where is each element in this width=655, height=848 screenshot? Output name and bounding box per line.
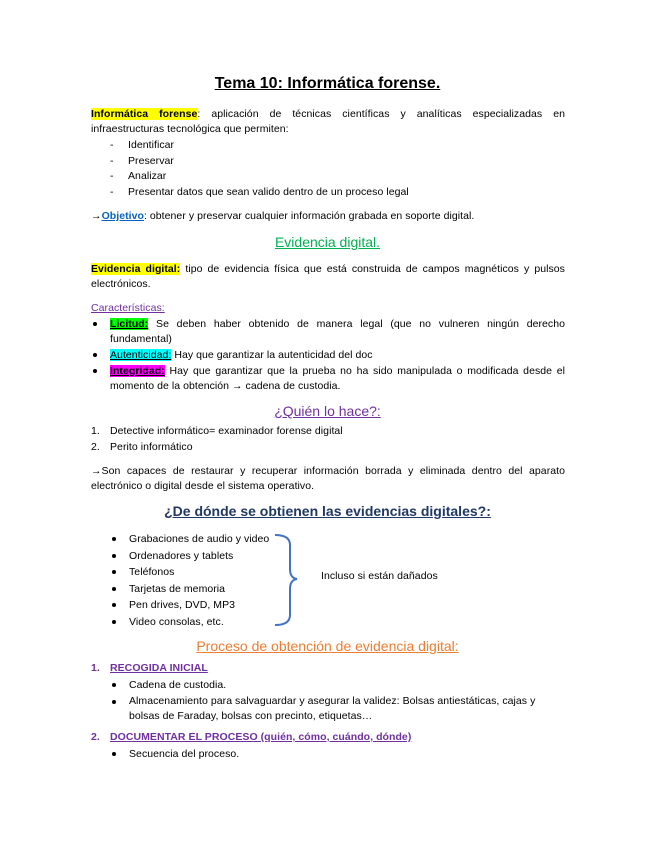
heading-evidencia: Evidencia digital. <box>274 234 381 250</box>
bullet-icon <box>93 369 97 373</box>
list-item: - Analizar <box>110 170 167 182</box>
list-item: Almacenamiento para salvaguardar y asegurar la validez: Bolsas antiestáticas, cajas y bolsas de Faraday, bolsas con precinto, etiquetas… <box>129 695 536 722</box>
bullet-icon <box>112 537 116 541</box>
bullet-icon <box>112 554 116 558</box>
list-item: Pen drives, DVD, MP3 <box>129 599 236 611</box>
bullet-icon <box>93 322 97 326</box>
bullet-icon <box>112 700 116 704</box>
char-autenticidad: Autenticidad: Hay que garantizar la autenticidad del doc <box>110 349 373 361</box>
brace-note: Incluso si están dañados <box>321 570 438 582</box>
list-item: Secuencia del proceso. <box>129 748 240 760</box>
bullet-icon <box>93 353 97 357</box>
bullet-icon <box>112 603 116 607</box>
list-item: Teléfonos <box>129 566 175 578</box>
objective-label: Objetivo <box>101 210 144 222</box>
intro-definition: : aplicación de técnicas científicas y analíticas especializadas en infraestructuras tecnológica que permiten: <box>91 108 565 135</box>
bullet-icon <box>112 587 116 591</box>
char-licitud: Licitud: Se deben haber obtenido de manera legal (que no vulneren ningún derecho fundamental) <box>110 318 565 345</box>
list-item: - Identificar <box>110 139 175 151</box>
quien-note: →Son capaces de restaurar y recuperar información borrada y eliminada dentro del aparato electrónico o digital desde el sistema operativo. <box>91 465 565 492</box>
list-item: Cadena de custodia. <box>129 679 227 691</box>
char-integridad: Integridad: Hay que garantizar que la prueba no ha sido manipulada o modificada desde el momento de la obtención → cadena de custodia. <box>110 365 565 392</box>
bullet-icon <box>112 683 116 687</box>
list-item: Grabaciones de audio y video <box>129 533 270 545</box>
curly-brace-icon <box>272 533 298 627</box>
list-item: 1. Detective informático= examinador forense digital <box>91 425 343 437</box>
list-item: Tarjetas de memoria <box>129 583 226 595</box>
bullet-icon <box>112 620 116 624</box>
intro-paragraph <box>91 107 565 137</box>
intro-term: Informática forense <box>91 108 198 120</box>
heading-proceso: Proceso de obtención de evidencia digital: <box>196 638 459 654</box>
heading-quien: ¿Quién lo hace?: <box>274 403 381 419</box>
objective-line: →Objetivo: obtener y preservar cualquier información grabada en soporte digital. <box>91 210 475 222</box>
bullet-icon <box>112 570 116 574</box>
heading-donde: ¿De dónde se obtienen las evidencias digitales?: <box>164 503 491 519</box>
evidencia-term: Evidencia digital: <box>91 263 181 275</box>
bullet-icon <box>112 752 116 756</box>
step-2: 2. DOCUMENTAR EL PROCESO (quién, cómo, cuándo, dónde) <box>91 731 412 743</box>
step-1: 1. RECOGIDA INICIAL <box>91 662 208 674</box>
list-item: 2. Perito informático <box>91 441 193 453</box>
caracteristicas-label: Características: <box>91 302 165 314</box>
page-title: Tema 10: Informática forense. <box>214 75 441 92</box>
list-item: Ordenadores y tablets <box>129 550 234 562</box>
arrow-icon: → <box>91 210 102 222</box>
evidencia-definition: Evidencia digital: tipo de evidencia física que está construida de campos magnéticos y pulsos electrónicos. <box>91 263 565 290</box>
list-item: - Preservar <box>110 155 174 167</box>
list-item: - Presentar datos que sean valido dentro de un proceso legal <box>110 186 409 198</box>
list-item: Video consolas, etc. <box>129 616 224 628</box>
